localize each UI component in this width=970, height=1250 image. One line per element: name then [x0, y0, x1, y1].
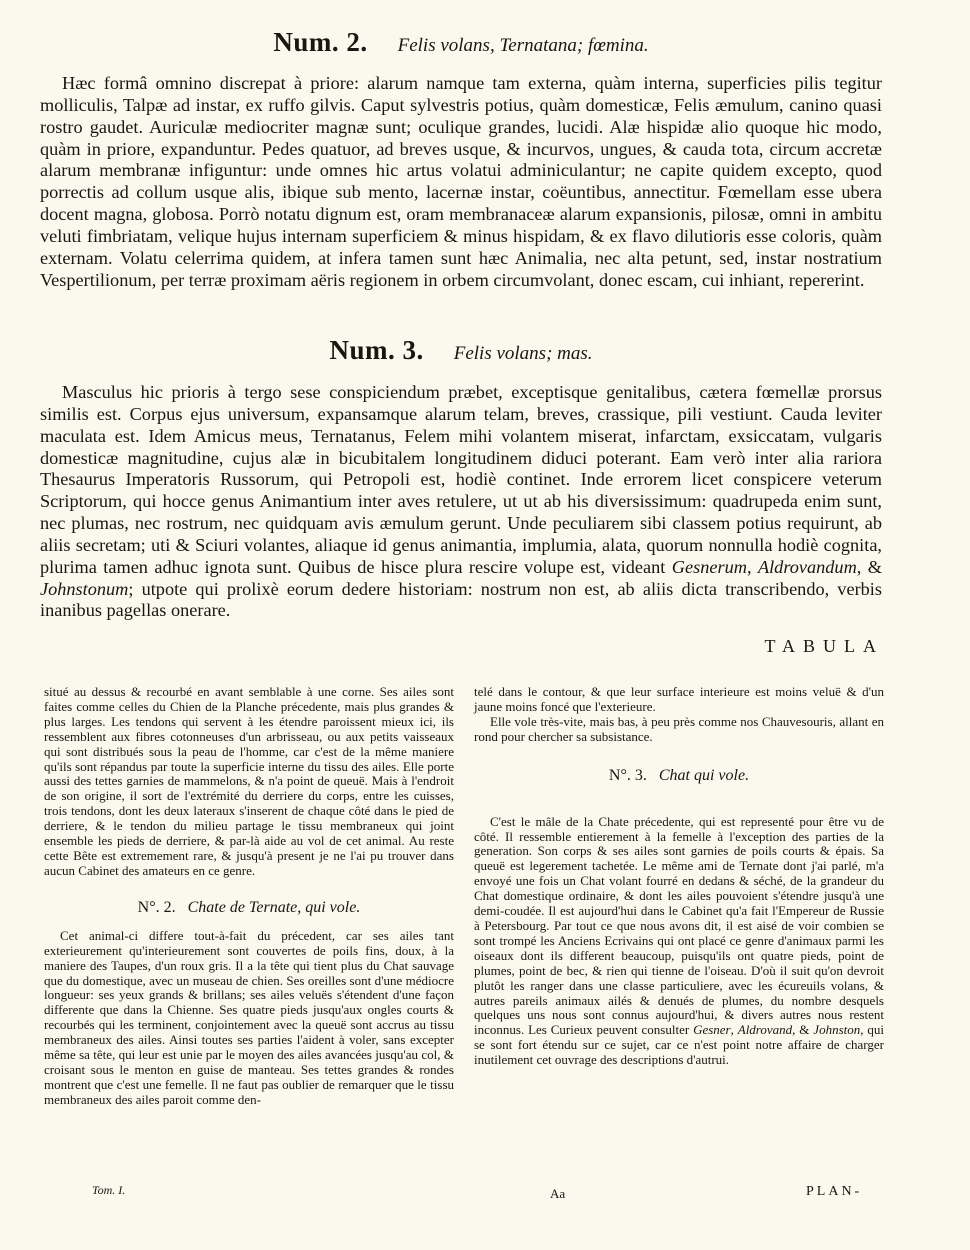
french-col2-paragraph-2: Elle vole très-vite, mais bas, à peu près comme nos Chauvesouris, allant en rond pour chercher sa subsistance. [474, 713, 884, 744]
num3-text-b: ; utpote qui prolixè eorum dedere historiam: nostrum non est, ab aliis dicta transcribendo, verbis inanibus pagellas onerare. [40, 578, 882, 621]
french-col2-text-a: C'est le mâle de la Chate précedente, qui est representé pour être vu de côté. Il ressemble entierement à la femelle à l'exception des parties de la generation. Son corps & ses ailes sont garnies de poils courts & épais. Sa queuë est legerement tachetée. Le même ami de Ternate dont j'ai parlé, m'a envoyé une fois un Chat volant fourré en dedans & séché, de la grandeur du Chat domestique ordinaire, & dont les ailes pouvoient s'étendre jusqu'à une demi-coudée. Il est aujourd'hui dans le Cabinet qu'a fait l'Empereur de Russie à Petersbourg. Par tout ce que nous avons dit, il est aisé de voir combien se sont trompé les Anciens Ecrivains qui ont placé ce genre d'animaux parmi les oiseaux dont ils different beaucoup, puisqu'ils ont quatre pieds, point de plumes, point de bec, & rien qui tienne de l'oiseau. D'où il suit qu'on devroit plutôt les ranger dans une classe particuliere, avec les écureuils volans, & autres pareils animaux ailés & denués de plumes, du nombre desquels quelques uns nous sont connus aujourd'hui, & divers autres nous restent inconnus. Les Curieux peuvent consulter [474, 813, 884, 1038]
french-column-left [44, 685, 454, 1108]
french-col2-paragraph-3 [474, 815, 884, 1068]
french-col1-heading-title: Chate de Ternate, qui vole. [187, 898, 361, 916]
author-aldrovand: Aldrovand [737, 1022, 793, 1038]
author-johnstonum: Johnstonum [40, 578, 129, 599]
num3-subtitle: Felis volans; mas. [453, 343, 593, 364]
num3-latin-text [40, 382, 882, 622]
catchword: PLAN- [806, 1184, 863, 1199]
num3-text-a: Masculus hic prioris à tergo sese conspiciendum præbet, exceptisque genitalibus, cætera fœmellæ prorsus similis est. Corpus ejus universum, expansamque alarum telam, breves, crassique, pili vestiunt. Cauda leviter maculata est. Idem Amicus meus, Ternatanus, Felem mihi volantem miserat, infarctam, exsiccatam, vulgaris domesticæ magnitudine, cujus alæ in bicubitalem longitudinem diduci poterant. Eam verò inter alia rariora Thesaurus Imperatoris Russorum, qui Petropoli est, hodiè continet. Inde errorem licet conspicere veterum Scriptorum, qui hocce genus Animantium inter aves retulere, ut ut ab his diversissimum: quadrupeda enim sunt, nec plumas, nec rostrum, nec quidquam avis æmulum gerunt. Unde peculiarem sibi classem potius requirunt, ab aliis secretam; uti & Sciuri volantes, aliaque id genus animantia, implumia, alata, quorum nonnulla hodiè cognita, plurima tamen adhuc ignota sunt. Quibus de hisce plura rescire volupe est, videant [40, 382, 882, 577]
author-aldrovandum: Aldrovandum [757, 556, 857, 577]
num3-section [40, 330, 882, 622]
french-column-right [474, 685, 884, 1068]
french-col2-paragraph-1: telé dans le contour, & que leur surface interieure est moins veluë & d'un jaune moins foncé que l'exterieure. [474, 684, 884, 714]
num2-label: Num. 2. [273, 27, 368, 57]
num2-subtitle: Felis volans, Ternatana; fœmina. [397, 35, 649, 56]
signature-mark: Aa [550, 1186, 566, 1201]
french-col2-text-b: , qui se sont fort étendu sur ce sujet, car ce n'est point notre affaire de charger inutilement cet ouvrage des descriptions d'autrui. [474, 1022, 884, 1068]
num3-label: Num. 3. [329, 335, 424, 365]
author-johnston: Johnston [813, 1022, 861, 1038]
num2-heading [40, 22, 882, 62]
french-col1-heading [44, 891, 454, 925]
french-col2-sep1: , [730, 1022, 738, 1038]
tabula-catchword: TABULA [764, 636, 884, 656]
french-col1-paragraph-2: Cet animal-ci differe tout-à-fait du précedent, car ses ailes tant exterieurement qu'interieurement sont couvertes de poils fins, doux, à la maniere des Taupes, d'un roux gris. Il a la tête qui tient plus du Chat sauvage que du domestique, avec un museau de chien. Ses oreilles sont d'une médiocre longueur: ses yeux grands & brillans; ses ailes veluës s'étendent d'une façon differente que dans la Chienne. Ses quatre pieds jusqu'aux ongles courts & recourbés qui les terminent, conjointement avec la queuë sont accrus au tissu membraneux des ailes. Ainsi toutes ses parties l'aident à voler, sans excepter même sa tête, qui leur est unie par le moyen des ailes avancées jusqu'au col, & croisant sous le menton en guise de manteau. Ses tettes grandes & rondes montrent que c'est une femelle. Il ne faut pas oublier de remarquer que le tissu membraneux des ailes paroit comme den- [44, 927, 454, 1107]
author-gesnerum: Gesnerum [671, 556, 747, 577]
volume-mark: Tom. I. [92, 1183, 126, 1197]
french-col2-heading-num: N°. 3. [608, 766, 647, 784]
num2-section [40, 22, 882, 291]
num3-sep2: , & [856, 556, 882, 577]
num3-heading [40, 330, 882, 370]
french-col1-paragraph-1: situé au dessus & recourbé en avant semblable à une corne. Ses ailes sont faites comme celles du Chien de la Planche précedente, mais plus grandes & plus larges. Les tendons qui servent à les étendre paroissent mieux ici, ils ressemblent aux fibres cotonneuses d'un arbrisseau, ou aux petits vaisseaux qui sont distribués sous la peau de l'homme, car c'est de la même maniere qu'ils sont répandus par toute la superficie interne du tissu des ailes. Elle porte aussi des tettes garnies de mammelons, & n'a point de queuë. Mais à l'endroit de son origine, il sort de l'extrémité du derriere du corps, entre les cuisses, trois tendons, dont les deux lateraux s'inserent de chaque côté dans le pied de derriere, & le tendon du milieu partage le tissu membraneux qui joint ensemble les pieds de derriere, & par-là aide au vol de cet animal. Au reste cette Bête est extremement rare, & jusqu'à present je ne l'ai pu trouver dans aucun Cabinet des amateurs en ce genre. [44, 684, 454, 878]
author-gesner: Gesner [693, 1022, 731, 1038]
french-col1-heading-num: N°. 2. [137, 898, 176, 916]
french-col2-heading [474, 759, 884, 793]
french-col2-sep2: , & [792, 1022, 814, 1038]
french-col2-heading-title: Chat qui vole. [658, 766, 750, 784]
num2-latin-text: Hæc formâ omnino discrepat à priore: alarum namque tam externa, quàm interna, superficies pilis tegitur molliculis, Talpæ ad instar, ex ruffo gilvis. Caput sylvestris potius, quàm domesticæ, Felis æmulum, canino quasi rostro gaudet. Auriculæ mediocriter magnæ sunt; oculique grandes, lucidi. Alæ hispidæ alio quoque hic modo, quàm in priore, expanduntur. Pedes quatuor, ad breves usque, & incurvos, ungues, & cauda tota, circum accretæ alarum membranæ infiguntur: unde omnes hic artus volatui adminiculantur; ne capite quidem excepto, quod porrectis ad collum usque alis, ibique sub mento, lacernæ instar, coëuntibus, annectitur. Fœmellam esse ubera docent magna, globosa. Porrò notatu dignum est, oram membranaceæ alarum expansionis, pilosæ, omni in ambitu veluti fimbriatam, velique hujus internam superficiem & minus hispidam, & ex flavo dilutioris esse coloris, quàm externam. Volatu celerrima quidem, at infera tamen sunt hæc Animalia, nec alta petunt, sed, instar nostratium Vespertilionum, per terræ proximam aëris regionem in orbem circumvolant, donec escam, cui inhiant, repererint. [40, 73, 882, 290]
num3-sep1: , [746, 556, 758, 577]
